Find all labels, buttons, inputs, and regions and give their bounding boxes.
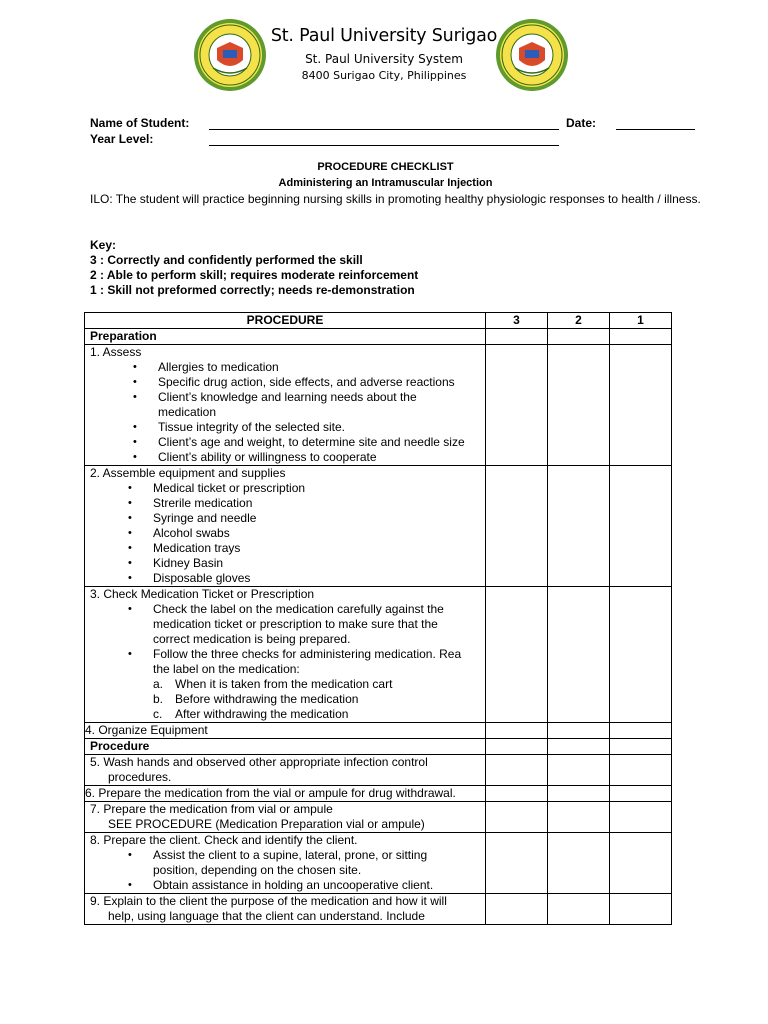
sub-item-marker: b.	[153, 692, 164, 706]
name-of-student-label: Name of Student:	[90, 116, 190, 130]
score-cell[interactable]	[486, 739, 548, 755]
score-cell[interactable]	[548, 345, 610, 466]
ilo-statement: ILO: The student will practice beginning nursing skills in promoting healthy physiologic responses to health / illness.	[90, 192, 701, 206]
name-of-student-line[interactable]	[209, 129, 559, 130]
table-row-step-9	[85, 894, 672, 925]
score-cell[interactable]	[610, 802, 672, 833]
step-8-cell	[85, 833, 486, 894]
list-item: • Check the label on the medication carefully against the	[85, 602, 485, 617]
step-2-title: 2. Assemble equipment and supplies	[90, 466, 286, 480]
date-line[interactable]	[616, 129, 695, 130]
step-5-continued: procedures.	[108, 770, 172, 784]
list-item-continued: medication	[158, 405, 217, 419]
list-item: • Allergies to medication	[85, 360, 485, 375]
score-cell[interactable]	[486, 466, 548, 587]
step-9-continued: help, using language that the client can understand. Include	[108, 909, 425, 923]
score-cell[interactable]	[548, 587, 610, 723]
score-cell[interactable]	[486, 802, 548, 833]
step-7-title: 7. Prepare the medication from vial or ampule	[90, 802, 333, 816]
header-procedure: PROCEDURE	[85, 313, 486, 329]
score-cell[interactable]	[610, 723, 672, 739]
score-cell[interactable]	[486, 345, 548, 466]
university-system: St. Paul University System	[305, 52, 463, 66]
list-item: • Disposable gloves	[85, 571, 485, 586]
year-level-line[interactable]	[209, 145, 559, 146]
list-item: • Follow the three checks for administering medication. Rea	[85, 647, 485, 662]
score-cell[interactable]	[548, 802, 610, 833]
score-cell[interactable]	[610, 894, 672, 925]
step-9-title: 9. Explain to the client the purpose of the medication and how it will	[90, 894, 447, 908]
section-procedure: Procedure	[85, 739, 486, 755]
procedure-table	[84, 312, 672, 925]
step-4-title: 4. Organize Equipment	[85, 723, 486, 739]
step-5-title: 5. Wash hands and observed other appropriate infection control	[90, 755, 428, 769]
step-8-title: 8. Prepare the client. Check and identify the client.	[90, 833, 358, 847]
score-cell[interactable]	[486, 587, 548, 723]
university-seal-left	[193, 18, 267, 92]
score-cell[interactable]	[486, 786, 548, 802]
step-3-title: 3. Check Medication Ticket or Prescription	[90, 587, 315, 601]
step-5-cell	[85, 755, 486, 786]
step-1-cell	[85, 345, 486, 466]
score-cell[interactable]	[486, 755, 548, 786]
step-7-cell	[85, 802, 486, 833]
score-cell[interactable]	[548, 329, 610, 345]
checklist-title: PROCEDURE CHECKLIST	[317, 161, 454, 173]
header-score-3: 3	[486, 313, 548, 329]
key-3: 3 : Correctly and confidently performed the skill	[90, 253, 363, 267]
score-cell[interactable]	[548, 466, 610, 587]
sub-item	[85, 707, 485, 722]
table-row-step-7	[85, 802, 672, 833]
score-cell[interactable]	[610, 466, 672, 587]
section-row-procedure	[85, 739, 672, 755]
sub-item	[85, 692, 485, 707]
sub-item	[85, 677, 485, 692]
table-row-step-4	[85, 723, 672, 739]
step-1-title: 1. Assess	[90, 345, 142, 359]
list-item: • Medical ticket or prescription	[85, 481, 485, 496]
list-item: • Client’s knowledge and learning needs about the	[85, 390, 485, 405]
list-item-continued: position, depending on the chosen site.	[153, 863, 362, 877]
list-item: • Client’s age and weight, to determine site and needle size	[85, 435, 485, 450]
table-row-step-5	[85, 755, 672, 786]
list-item: • Obtain assistance in holding an uncooperative client.	[85, 878, 485, 893]
header-score-2: 2	[548, 313, 610, 329]
score-cell[interactable]	[548, 786, 610, 802]
step-9-cell	[85, 894, 486, 925]
score-cell[interactable]	[610, 755, 672, 786]
university-name: St. Paul University Surigao	[270, 26, 498, 46]
score-cell[interactable]	[548, 723, 610, 739]
university-address: 8400 Surigao City, Philippines	[301, 69, 467, 82]
score-cell[interactable]	[548, 833, 610, 894]
score-cell[interactable]	[610, 329, 672, 345]
score-cell[interactable]	[610, 786, 672, 802]
list-item: • Specific drug action, side effects, and adverse reactions	[85, 375, 485, 390]
year-level-label: Year Level:	[90, 132, 154, 146]
list-item-continued: correct medication is being prepared.	[153, 632, 351, 646]
section-preparation: Preparation	[85, 329, 486, 345]
section-row-preparation	[85, 329, 672, 345]
step-7-continued: SEE PROCEDURE (Medication Preparation vial or ampule)	[108, 817, 425, 831]
list-item-continued: the label on the medication:	[153, 662, 300, 676]
sub-item-text: Before withdrawing the medication	[175, 692, 359, 706]
step-6-title: 6. Prepare the medication from the vial or ampule for drug withdrawal.	[85, 786, 486, 802]
score-cell[interactable]	[548, 894, 610, 925]
list-item: • Medication trays	[85, 541, 485, 556]
list-item: • Strerile medication	[85, 496, 485, 511]
score-cell[interactable]	[548, 739, 610, 755]
list-item: • Assist the client to a supine, lateral, prone, or sitting	[85, 848, 485, 863]
sub-item-text: When it is taken from the medication cart	[175, 677, 393, 691]
sub-item-marker: c.	[153, 707, 163, 721]
list-item: • Tissue integrity of the selected site.	[85, 420, 485, 435]
table-row-step-2	[85, 466, 672, 587]
list-item: • Client’s ability or willingness to cooperate	[85, 450, 485, 465]
score-cell[interactable]	[610, 345, 672, 466]
table-header-row	[85, 313, 672, 329]
score-cell[interactable]	[610, 739, 672, 755]
list-item: • Kidney Basin	[85, 556, 485, 571]
key-2: 2 : Able to perform skill; requires moderate reinforcement	[90, 268, 419, 282]
table-row-step-3	[85, 587, 672, 723]
score-cell[interactable]	[486, 329, 548, 345]
sub-item-text: After withdrawing the medication	[175, 707, 349, 721]
sub-item-marker: a.	[153, 677, 164, 691]
table-row-step-1	[85, 345, 672, 466]
table-row-step-6	[85, 786, 672, 802]
university-seal-right	[495, 18, 569, 92]
score-cell[interactable]	[486, 833, 548, 894]
list-item-continued: medication ticket or prescription to make sure that the	[153, 617, 438, 631]
checklist-subtitle: Administering an Intramuscular Injection	[278, 177, 493, 189]
key-label: Key:	[90, 238, 117, 252]
score-cell[interactable]	[610, 587, 672, 723]
list-item: • Syringe and needle	[85, 511, 485, 526]
score-cell[interactable]	[548, 755, 610, 786]
table-row-step-8	[85, 833, 672, 894]
score-cell[interactable]	[486, 894, 548, 925]
date-label: Date:	[566, 116, 597, 130]
score-cell[interactable]	[486, 723, 548, 739]
step-3-cell	[85, 587, 486, 723]
key-1: 1 : Skill not preformed correctly; needs re-demonstration	[90, 283, 415, 297]
step-2-cell	[85, 466, 486, 587]
list-item: • Alcohol swabs	[85, 526, 485, 541]
header-score-1: 1	[610, 313, 672, 329]
score-cell[interactable]	[610, 833, 672, 894]
